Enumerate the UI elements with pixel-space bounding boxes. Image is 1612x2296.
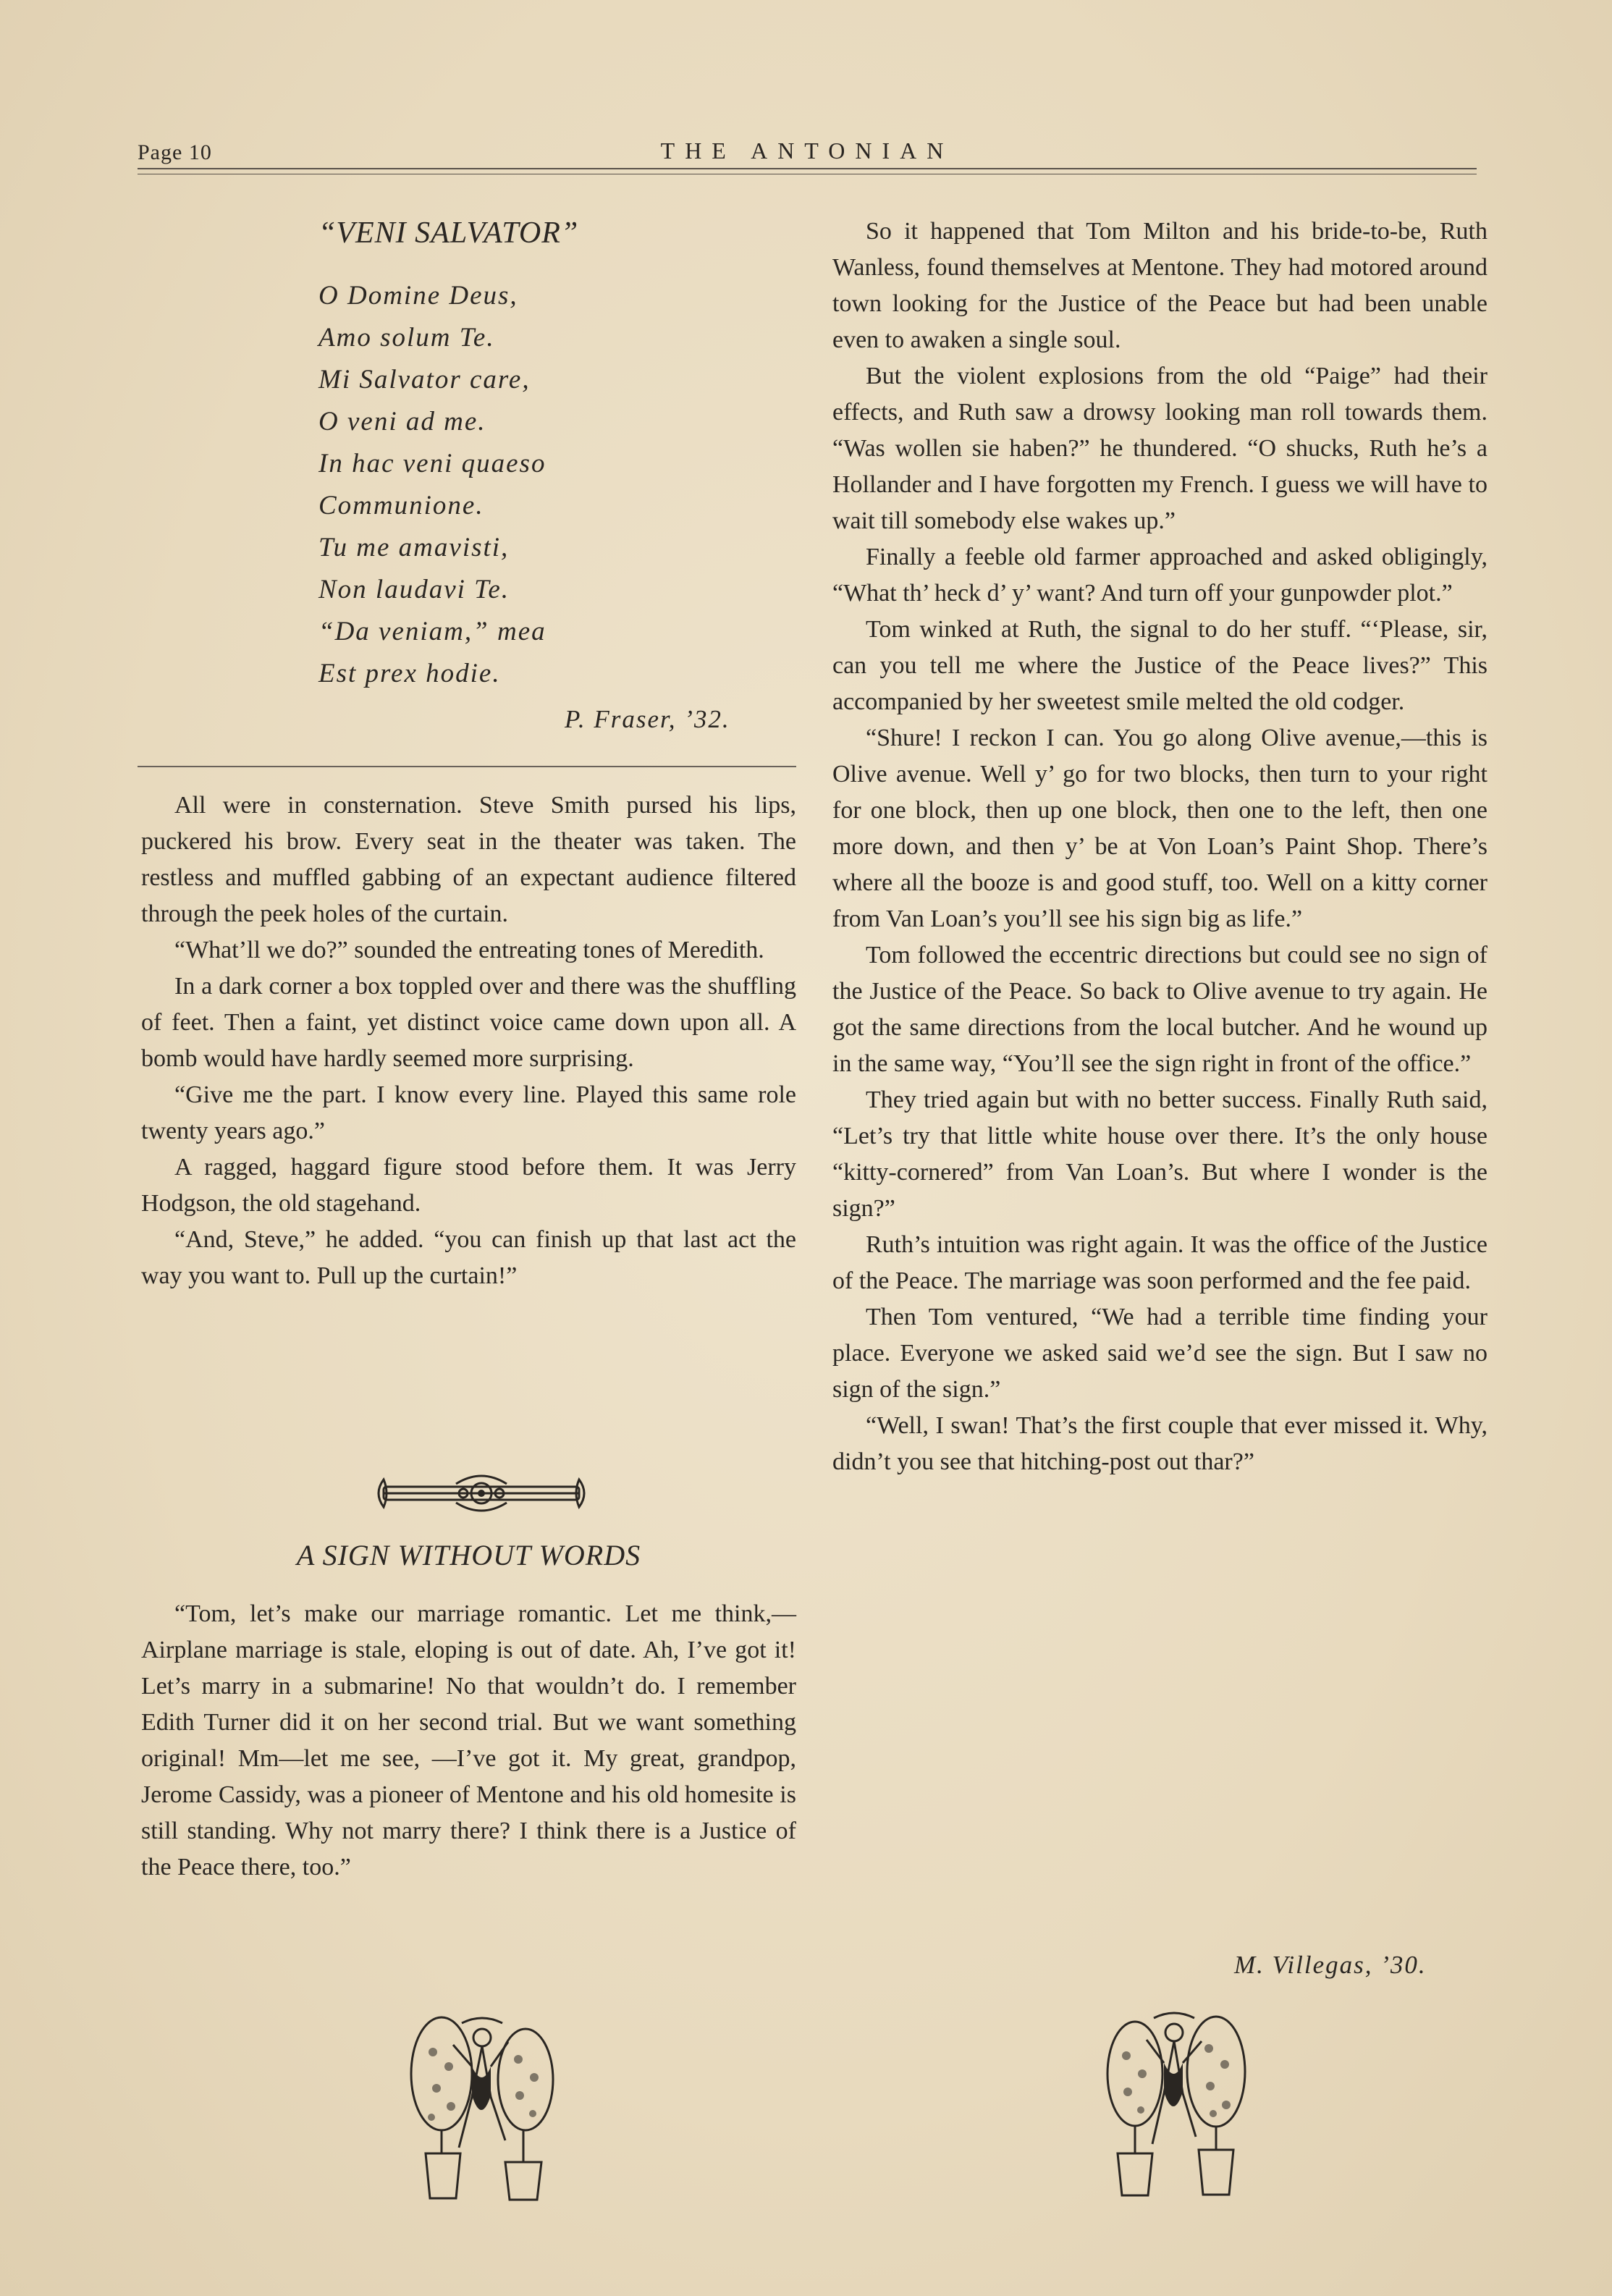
paragraph: All were in consternation. Steve Smith pursed his lips, puckered his brow. Every seat in the theater was taken. The restless and muffled gabbing of an expectant audience filtered through the peek holes of the curtain. <box>141 792 796 927</box>
poem-line: “Da veniam,” mea <box>318 617 547 646</box>
section-divider <box>138 766 796 767</box>
poem-line: O veni ad me. <box>318 407 486 436</box>
topiary-figure-left-icon <box>397 2009 570 2204</box>
poem-line: Non laudavi Te. <box>318 575 510 604</box>
paragraph: But the violent explosions from the old “Paige” had their effects, and Ruth saw a drowsy looking man roll towards them. “Was wollen sie haben?” he thundered. “O shucks, Ruth he’s a Hollander and I have forgotten my French. I guess we will have to wait till somebody else wakes up.” <box>832 363 1487 534</box>
paragraph: “Give me the part. I know every line. Played this same role twenty years ago.” <box>141 1081 796 1144</box>
poem-body <box>318 275 767 695</box>
poem-line: In hac veni quaeso <box>318 449 547 478</box>
story-one <box>141 788 796 1294</box>
paragraph: A ragged, haggard figure stood before them. It was Jerry Hodgson, the old stagehand. <box>141 1154 796 1217</box>
paragraph: So it happened that Tom Milton and his bride-to-be, Ruth Wanless, found themselves at Mentone. They had motored around town looking for the Justice of the Peace but had been unable even to awaken a single soul. <box>832 218 1487 353</box>
scroll-ornament-icon <box>369 1471 594 1516</box>
paragraph: Tom followed the eccentric directions but could see no sign of the Justice of the Peace. So back to Olive avenue to try again. He got the same directions from the local butcher. And he wound up in the same way, “You’ll see the sign right in front of the office.” <box>832 942 1487 1077</box>
poem-line: Communione. <box>318 491 484 520</box>
paragraph: Tom winked at Ruth, the signal to do her stuff. “‘Please, sir, can you tell me where the Justice of the Peace lives?” This accompanied by her sweetest smile melted the old codger. <box>832 616 1487 715</box>
story-two-right <box>832 214 1487 1480</box>
paragraph: Finally a feeble old farmer approached and asked obligingly, “What th’ heck d’ y’ want? And turn off your gunpowder plot.” <box>832 544 1487 607</box>
poem-line: Mi Salvator care, <box>318 365 531 394</box>
poem-line: O Domine Deus, <box>318 281 518 311</box>
paragraph: “Shure! I reckon I can. You go along Olive avenue,—this is Olive avenue. Well y’ go for two blocks, then turn to your right for one block, then up one block, then one to the left, then one more down, and then y’ be at Von Loan’s Paint Shop. There’s where all the booze is and good stuff, too. Well on a kitty corner from Van Loan’s you’ll see his sign big as life.” <box>832 725 1487 932</box>
paragraph: “Well, I swan! That’s the first couple that ever missed it. Why, didn’t you see that hitching-post out thar?” <box>832 1412 1487 1475</box>
paragraph: “And, Steve,” he added. “you can finish up that last act the way you want to. Pull up the curtain!” <box>141 1226 796 1289</box>
paragraph: They tried again but with no better success. Finally Ruth said, “Let’s try that little white house over there. It’s the only house “kitty-cornered” from Van Loan’s. But where I wonder is the sign?” <box>832 1086 1487 1222</box>
paragraph: “Tom, let’s make our marriage romantic. Let me think,—Airplane marriage is stale, eloping is out of date. Ah, I’ve got it! Let’s marry in a submarine! No that wouldn’t do. I remember Edith Turner did it on her second trial. But we want something original! Mm—let me see, —I’ve got it. My great, grandpop, Jerome Cassidy, was a pioneer of Mentone and his old homesite is still standing. Why not marry there? I think there is a Justice of the Peace there, too.” <box>141 1600 796 1881</box>
paragraph: Then Tom ventured, “We had a terrible time finding your place. Everyone we asked said we’d see the sign. But I saw no sign of the sign.” <box>832 1304 1487 1403</box>
paragraph: Ruth’s intuition was right again. It was the office of the Justice of the Peace. The marriage was soon performed and the fee paid. <box>832 1231 1487 1294</box>
page-number: Page 10 <box>138 140 212 164</box>
poem-line: Est prex hodie. <box>318 659 501 688</box>
paragraph: In a dark corner a box toppled over and there was the shuffling of feet. Then a faint, yet distinct voice came down upon all. A bomb would have hardly seemed more surprising. <box>141 973 796 1072</box>
poem-author: P. Fraser, ’32. <box>565 705 730 733</box>
journal-title: THE ANTONIAN <box>660 138 954 164</box>
paragraph: “What’ll we do?” sounded the entreating tones of Meredith. <box>174 937 764 963</box>
story-title: A SIGN WITHOUT WORDS <box>296 1539 641 1571</box>
topiary-figure-right-icon <box>1093 2005 1259 2200</box>
poem-line: Amo solum Te. <box>318 323 495 353</box>
poem-title: “VENI SALVATOR” <box>318 216 579 250</box>
story-two-left <box>141 1596 796 1886</box>
story-author: M. Villegas, ’30. <box>1234 1951 1427 1979</box>
poem-line: Tu me amavisti, <box>318 533 510 562</box>
header-rule-top <box>138 168 1477 169</box>
